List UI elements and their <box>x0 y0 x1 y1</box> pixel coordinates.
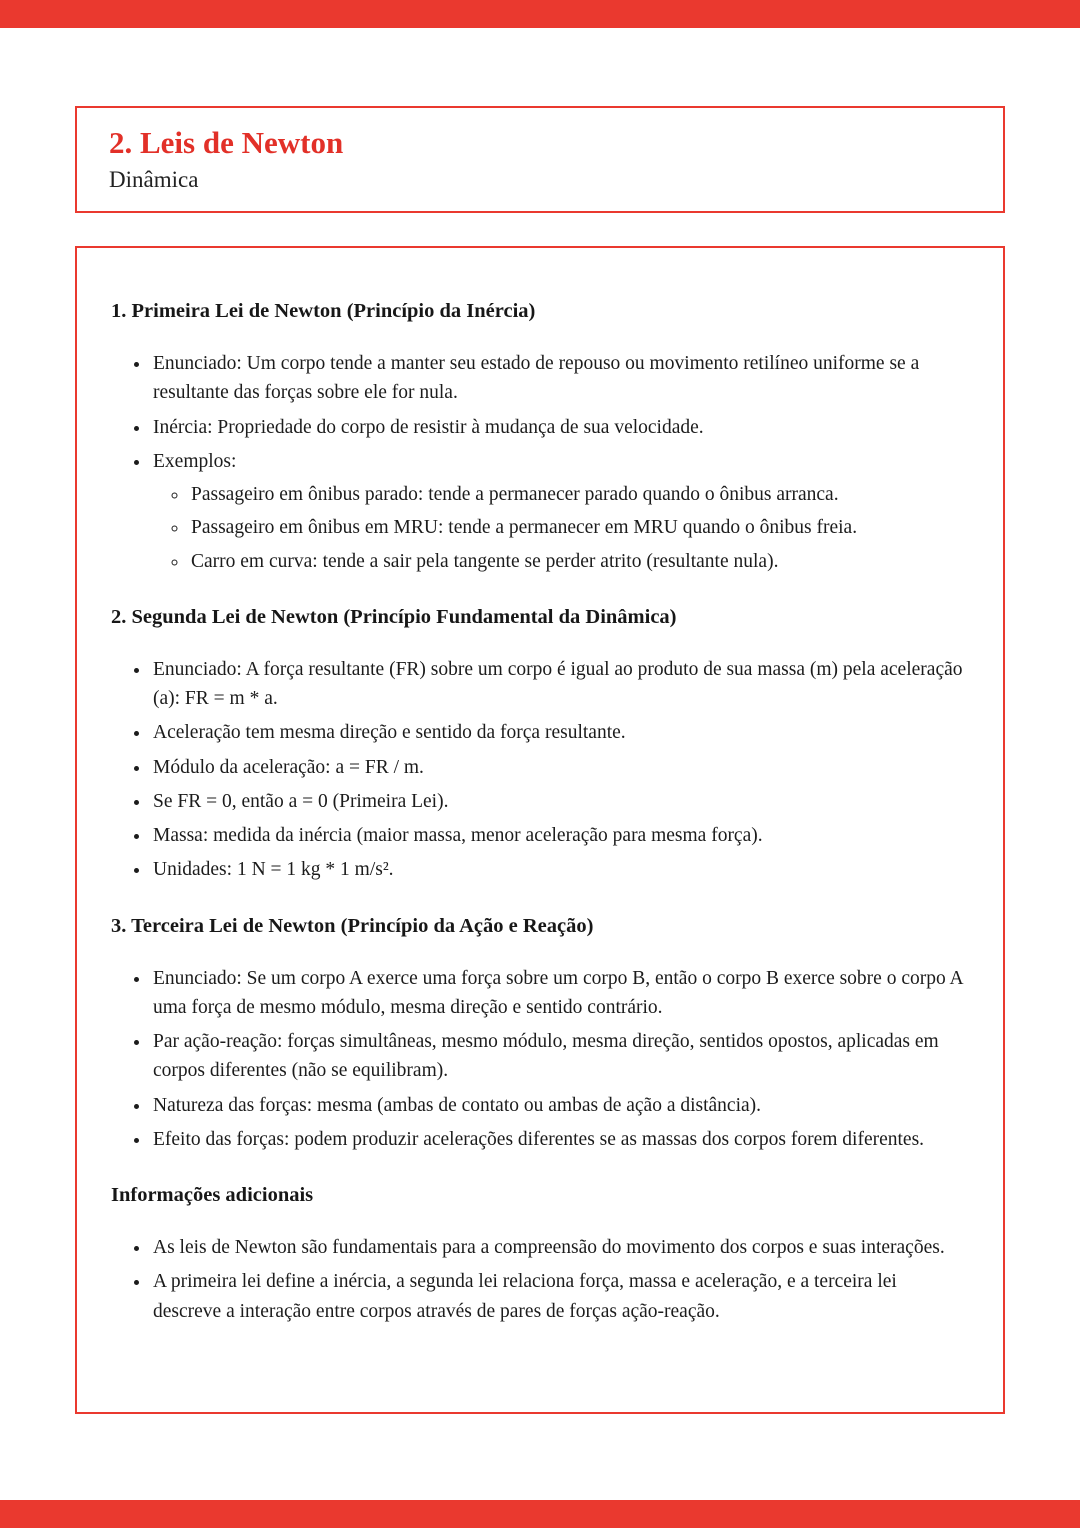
list-item <box>151 349 969 408</box>
list-item-text: Inércia: Propriedade do corpo de resistir à mudança de sua velocidade. <box>153 416 704 438</box>
header-box <box>75 106 1005 213</box>
section-heading-third-law: 3. Terceira Lei de Newton (Princípio da Ação e Reação) <box>111 914 594 937</box>
list-item <box>151 964 969 1023</box>
sub-list-item <box>189 513 969 542</box>
list-item-text: Módulo da aceleração: a = FR / m. <box>153 756 424 778</box>
additional-info-list <box>111 1233 969 1326</box>
first-law-list <box>111 349 969 576</box>
list-item <box>151 753 969 782</box>
list-item <box>151 1027 969 1086</box>
list-item-text: Unidades: 1 N = 1 kg * 1 m/s². <box>153 859 394 881</box>
third-law-list <box>111 964 969 1155</box>
list-item-text: Exemplos: <box>153 450 237 472</box>
list-item-text: Enunciado: Um corpo tende a manter seu estado de repouso ou movimento retilíneo uniforme se a resultante das forças sobre ele for nula. <box>153 353 920 404</box>
page-title: 2. Leis de Newton <box>109 125 344 160</box>
list-item-text: Efeito das forças: podem produzir acelerações diferentes se as massas dos corpos forem diferentes. <box>153 1128 925 1150</box>
list-item-text: Aceleração tem mesma direção e sentido da força resultante. <box>153 722 626 744</box>
sub-list-item <box>189 547 969 576</box>
list-item-text: Enunciado: A força resultante (FR) sobre um corpo é igual ao produto de sua massa (m) pela aceleração (a): FR = m * a. <box>153 658 963 709</box>
section-heading-additional-info: Informações adicionais <box>111 1184 314 1206</box>
list-item-text: As leis de Newton são fundamentais para a compreensão do movimento dos corpos e suas interações. <box>153 1237 945 1258</box>
list-item <box>151 413 969 442</box>
list-item <box>151 718 969 747</box>
second-law-list <box>111 655 969 885</box>
list-item <box>151 1233 969 1262</box>
page-subtitle: Dinâmica <box>109 167 199 193</box>
content-box <box>75 246 1005 1414</box>
list-item-text: Natureza das forças: mesma (ambas de contato ou ambas de ação a distância). <box>153 1094 762 1116</box>
list-item-text: Massa: medida da inércia (maior massa, menor aceleração para mesma força). <box>153 825 763 846</box>
list-item-text: A primeira lei define a inércia, a segunda lei relaciona força, massa e aceleração, e a terceira lei descreve a interação entre corpos através de pares de forças ação-reação. <box>153 1271 897 1322</box>
sub-list-item <box>189 480 969 509</box>
top-accent-bar <box>0 0 1080 28</box>
section-heading-first-law: 1. Primeira Lei de Newton (Princípio da Inércia) <box>111 300 536 322</box>
list-item <box>151 787 969 816</box>
sub-list-item-text: Passageiro em ônibus parado: tende a permanecer parado quando o ônibus arranca. <box>191 484 839 505</box>
examples-sublist <box>153 480 969 576</box>
bottom-accent-bar <box>0 1500 1080 1528</box>
list-item <box>151 655 969 714</box>
list-item-text: Se FR = 0, então a = 0 (Primeira Lei). <box>153 790 449 812</box>
sub-list-item-text: Passageiro em ônibus em MRU: tende a permanecer em MRU quando o ônibus freia. <box>191 517 858 539</box>
list-item-text: Par ação-reação: forças simultâneas, mesmo módulo, mesma direção, sentidos opostos, aplicadas em corpos diferentes (não se equilibram). <box>153 1031 939 1082</box>
section-heading-second-law: 2. Segunda Lei de Newton (Princípio Fundamental da Dinâmica) <box>111 605 677 628</box>
sub-list-item-text: Carro em curva: tende a sair pela tangente se perder atrito (resultante nula). <box>191 550 779 572</box>
list-item <box>151 1125 969 1154</box>
list-item <box>151 1091 969 1120</box>
list-item <box>151 821 969 850</box>
list-item <box>151 1267 969 1326</box>
list-item-text: Enunciado: Se um corpo A exerce uma força sobre um corpo B, então o corpo B exerce sobre o corpo A uma força de mesmo módulo, mesma direção e sentido contrário. <box>153 967 963 1018</box>
list-item <box>151 855 969 884</box>
list-item <box>151 447 969 576</box>
